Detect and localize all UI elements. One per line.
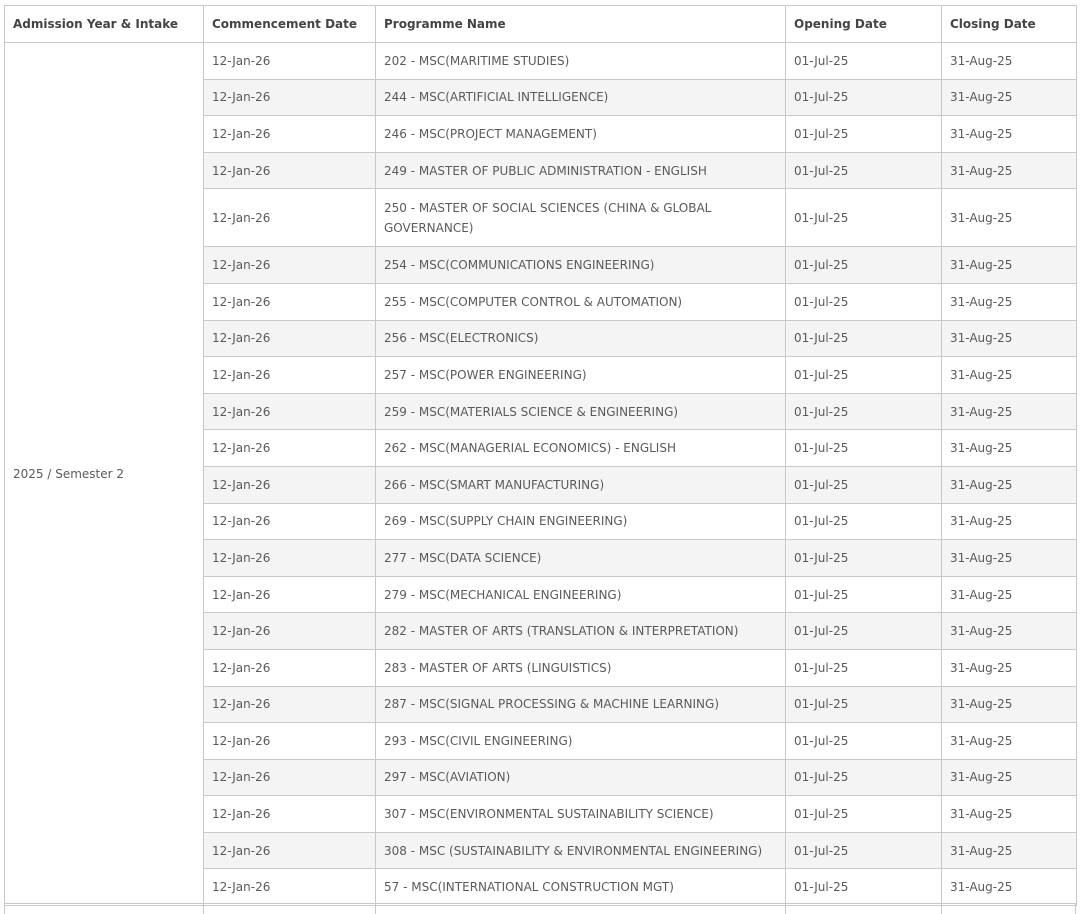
table-header-row bbox=[5, 6, 1077, 43]
programme-intake-table bbox=[4, 5, 1077, 906]
cell-opening-date: 01-Jul-25 bbox=[786, 503, 942, 540]
cell-commencement-date: 12-Jan-26 bbox=[204, 430, 376, 467]
cell-commencement-date: 12-Jan-26 bbox=[204, 79, 376, 116]
cell-opening-date: 01-Jul-25 bbox=[786, 43, 942, 80]
cell-commencement-date: 12-Jan-26 bbox=[204, 393, 376, 430]
cell-opening-date: 01-Jul-25 bbox=[786, 649, 942, 686]
cell-programme-name: 266 - MSC(SMART MANUFACTURING) bbox=[376, 466, 786, 503]
cell-programme-name: 282 - MASTER OF ARTS (TRANSLATION & INTERPRETATION) bbox=[376, 613, 786, 650]
cell-opening-date: 01-Jul-25 bbox=[786, 869, 942, 906]
cell-opening-date: 01-Jul-25 bbox=[786, 832, 942, 869]
cell-programme-name: 244 - MSC(ARTIFICIAL INTELLIGENCE) bbox=[376, 79, 786, 116]
cell-opening-date: 01-Jul-25 bbox=[786, 247, 942, 284]
cell-opening-date: 01-Jul-25 bbox=[786, 613, 942, 650]
header-opening-date: Opening Date bbox=[786, 6, 942, 43]
cell-programme-name: 279 - MSC(MECHANICAL ENGINEERING) bbox=[376, 576, 786, 613]
cell-commencement-date: 12-Jan-26 bbox=[204, 43, 376, 80]
cell-commencement-date: 12-Jan-26 bbox=[204, 723, 376, 760]
cell-commencement-date: 12-Jan-26 bbox=[204, 869, 376, 906]
cell-closing-date: 31-Aug-25 bbox=[942, 686, 1077, 723]
cell-closing-date: 31-Aug-25 bbox=[942, 247, 1077, 284]
cell-programme-name: 269 - MSC(SUPPLY CHAIN ENGINEERING) bbox=[376, 503, 786, 540]
cell-commencement-date: 12-Jan-26 bbox=[204, 613, 376, 650]
cell-opening-date: 01-Jul-25 bbox=[786, 759, 942, 796]
cell-opening-date: 01-Jul-25 bbox=[786, 320, 942, 357]
cell-closing-date: 31-Aug-25 bbox=[942, 189, 1077, 247]
cell-closing-date: 31-Aug-25 bbox=[942, 320, 1077, 357]
cell-commencement-date: 12-Jan-26 bbox=[204, 686, 376, 723]
cell-opening-date: 01-Jul-25 bbox=[786, 79, 942, 116]
cell-opening-date: 01-Jul-25 bbox=[786, 796, 942, 833]
cell-closing-date: 31-Aug-25 bbox=[942, 723, 1077, 760]
header-programme-name: Programme Name bbox=[376, 6, 786, 43]
cell-closing-date: 31-Aug-25 bbox=[942, 759, 1077, 796]
cell-commencement-date: 12-Jan-26 bbox=[204, 247, 376, 284]
table-row bbox=[5, 43, 1077, 80]
cell-closing-date: 31-Aug-25 bbox=[942, 869, 1077, 906]
header-closing-date: Closing Date bbox=[942, 6, 1077, 43]
cell-opening-date: 01-Jul-25 bbox=[786, 430, 942, 467]
cell-programme-name: 308 - MSC (SUSTAINABILITY & ENVIRONMENTAL ENGINEERING) bbox=[376, 832, 786, 869]
cell-closing-date: 31-Aug-25 bbox=[942, 796, 1077, 833]
cell-commencement-date: 12-Jan-26 bbox=[204, 759, 376, 796]
cell-opening-date: 01-Jul-25 bbox=[786, 576, 942, 613]
cell-commencement-date: 12-Jan-26 bbox=[204, 189, 376, 247]
cell-closing-date: 31-Aug-25 bbox=[942, 43, 1077, 80]
cell-commencement-date: 12-Jan-26 bbox=[204, 466, 376, 503]
cell-programme-name: 202 - MSC(MARITIME STUDIES) bbox=[376, 43, 786, 80]
cell-programme-name: 250 - MASTER OF SOCIAL SCIENCES (CHINA & GLOBAL GOVERNANCE) bbox=[376, 189, 786, 247]
table-body bbox=[5, 43, 1077, 906]
cell-commencement-date: 12-Jan-26 bbox=[204, 320, 376, 357]
cell-closing-date: 31-Aug-25 bbox=[942, 832, 1077, 869]
cell-closing-date: 31-Aug-25 bbox=[942, 576, 1077, 613]
cell-commencement-date: 12-Jan-26 bbox=[204, 649, 376, 686]
cell-programme-name: 277 - MSC(DATA SCIENCE) bbox=[376, 540, 786, 577]
cell-programme-name: 262 - MSC(MANAGERIAL ECONOMICS) - ENGLISH bbox=[376, 430, 786, 467]
cell-closing-date: 31-Aug-25 bbox=[942, 357, 1077, 394]
cell-opening-date: 01-Jul-25 bbox=[786, 357, 942, 394]
cell-commencement-date: 12-Jan-26 bbox=[204, 283, 376, 320]
cell-closing-date: 31-Aug-25 bbox=[942, 116, 1077, 153]
cell-opening-date: 01-Jul-25 bbox=[786, 189, 942, 247]
cell-closing-date: 31-Aug-25 bbox=[942, 503, 1077, 540]
cell-programme-name: 57 - MSC(INTERNATIONAL CONSTRUCTION MGT) bbox=[376, 869, 786, 906]
cell-programme-name: 257 - MSC(POWER ENGINEERING) bbox=[376, 357, 786, 394]
header-admission-year-intake: Admission Year & Intake bbox=[5, 6, 204, 43]
cell-programme-name: 297 - MSC(AVIATION) bbox=[376, 759, 786, 796]
cell-programme-name: 254 - MSC(COMMUNICATIONS ENGINEERING) bbox=[376, 247, 786, 284]
cell-closing-date: 31-Aug-25 bbox=[942, 430, 1077, 467]
cell-admission-year-intake: 2025 / Semester 2 bbox=[5, 43, 204, 906]
cell-closing-date: 31-Aug-25 bbox=[942, 466, 1077, 503]
cell-opening-date: 01-Jul-25 bbox=[786, 540, 942, 577]
cell-programme-name: 256 - MSC(ELECTRONICS) bbox=[376, 320, 786, 357]
header-commencement-date: Commencement Date bbox=[204, 6, 376, 43]
cell-opening-date: 01-Jul-25 bbox=[786, 723, 942, 760]
cell-opening-date: 01-Jul-25 bbox=[786, 466, 942, 503]
cell-opening-date: 01-Jul-25 bbox=[786, 686, 942, 723]
cell-programme-name: 287 - MSC(SIGNAL PROCESSING & MACHINE LEARNING) bbox=[376, 686, 786, 723]
cell-commencement-date: 12-Jan-26 bbox=[204, 152, 376, 189]
cell-closing-date: 31-Aug-25 bbox=[942, 393, 1077, 430]
cell-closing-date: 31-Aug-25 bbox=[942, 540, 1077, 577]
cell-programme-name: 259 - MSC(MATERIALS SCIENCE & ENGINEERING) bbox=[376, 393, 786, 430]
cell-opening-date: 01-Jul-25 bbox=[786, 152, 942, 189]
cell-commencement-date: 12-Jan-26 bbox=[204, 503, 376, 540]
cell-closing-date: 31-Aug-25 bbox=[942, 152, 1077, 189]
cell-commencement-date: 12-Jan-26 bbox=[204, 832, 376, 869]
cell-commencement-date: 12-Jan-26 bbox=[204, 116, 376, 153]
cell-programme-name: 255 - MSC(COMPUTER CONTROL & AUTOMATION) bbox=[376, 283, 786, 320]
cell-opening-date: 01-Jul-25 bbox=[786, 393, 942, 430]
cell-opening-date: 01-Jul-25 bbox=[786, 116, 942, 153]
cell-programme-name: 293 - MSC(CIVIL ENGINEERING) bbox=[376, 723, 786, 760]
cell-programme-name: 249 - MASTER OF PUBLIC ADMINISTRATION - ENGLISH bbox=[376, 152, 786, 189]
cell-commencement-date: 12-Jan-26 bbox=[204, 576, 376, 613]
cell-programme-name: 283 - MASTER OF ARTS (LINGUISTICS) bbox=[376, 649, 786, 686]
cell-closing-date: 31-Aug-25 bbox=[942, 649, 1077, 686]
cell-opening-date: 01-Jul-25 bbox=[786, 283, 942, 320]
cell-closing-date: 31-Aug-25 bbox=[942, 79, 1077, 116]
cell-commencement-date: 12-Jan-26 bbox=[204, 357, 376, 394]
cell-closing-date: 31-Aug-25 bbox=[942, 613, 1077, 650]
cell-commencement-date: 12-Jan-26 bbox=[204, 540, 376, 577]
cell-commencement-date: 12-Jan-26 bbox=[204, 796, 376, 833]
cell-programme-name: 246 - MSC(PROJECT MANAGEMENT) bbox=[376, 116, 786, 153]
cell-closing-date: 31-Aug-25 bbox=[942, 283, 1077, 320]
cell-programme-name: 307 - MSC(ENVIRONMENTAL SUSTAINABILITY SCIENCE) bbox=[376, 796, 786, 833]
